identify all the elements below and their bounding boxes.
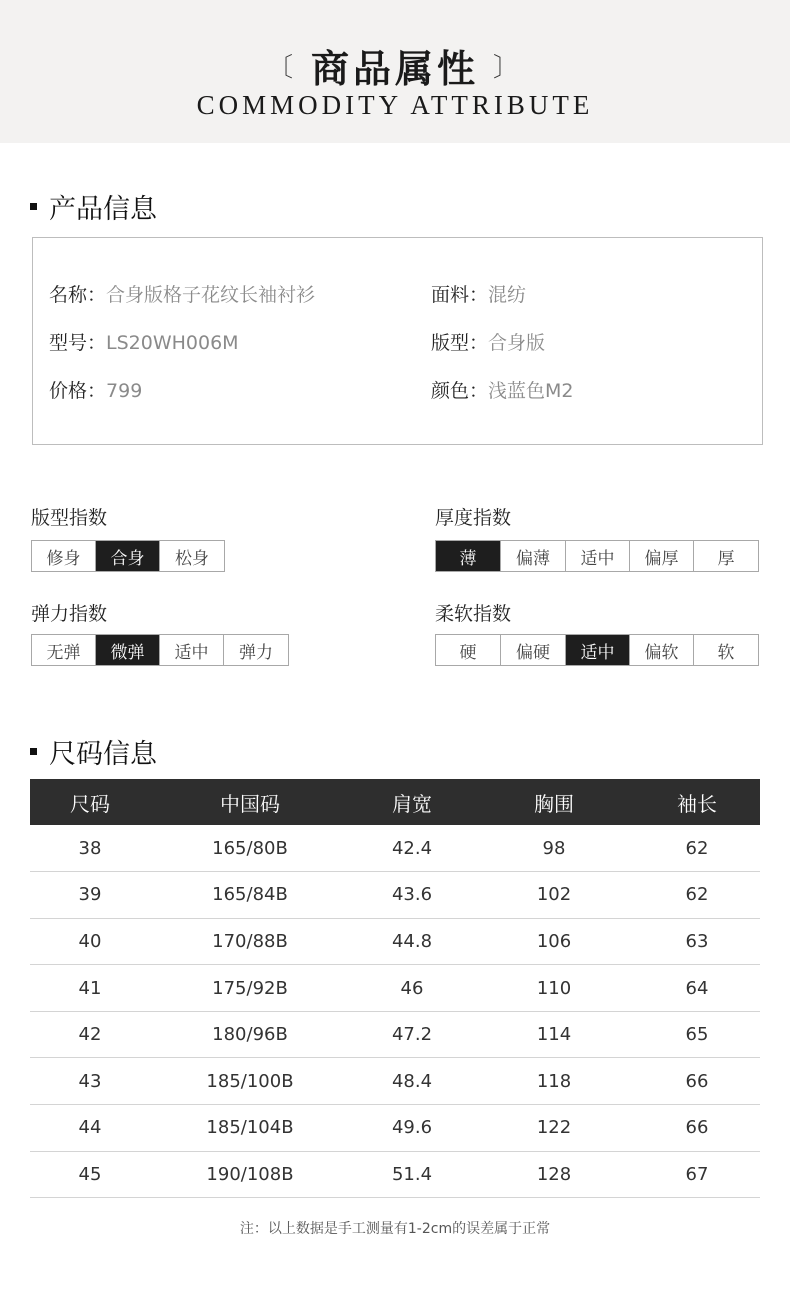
info-key: 价格：	[49, 380, 107, 402]
table-cell: 114	[474, 1011, 634, 1058]
table-cell: 44	[30, 1105, 150, 1152]
table-cell: 46	[350, 965, 474, 1012]
info-key: 名称：	[49, 284, 107, 306]
size-table	[30, 779, 760, 1198]
table-cell: 66	[634, 1058, 760, 1105]
table-cell: 44.8	[350, 918, 474, 965]
info-item-color	[431, 376, 574, 403]
table-cell: 122	[474, 1105, 634, 1152]
table-cell: 106	[474, 918, 634, 965]
index-option[interactable]: 硬	[436, 635, 501, 665]
table-cell: 67	[634, 1151, 760, 1198]
info-value: 合身版格子花纹长袖衬衫	[106, 284, 316, 306]
column-header: 肩宽	[350, 779, 474, 825]
index-option[interactable]: 松身	[160, 541, 224, 571]
table-cell: 66	[634, 1105, 760, 1152]
table-cell: 49.6	[350, 1105, 474, 1152]
table-cell: 51.4	[350, 1151, 474, 1198]
elasticity-index-selector	[31, 634, 289, 666]
table-row	[30, 872, 760, 919]
table-cell: 39	[30, 872, 150, 919]
table-cell: 40	[30, 918, 150, 965]
product-info-box	[32, 237, 763, 445]
table-cell: 190/108B	[150, 1151, 350, 1198]
product-section-title	[30, 187, 157, 226]
header-title-row	[0, 38, 790, 93]
index-option[interactable]: 偏软	[630, 635, 694, 665]
right-bracket: 〕	[493, 53, 524, 83]
info-item-price	[49, 376, 142, 403]
size-section-title	[30, 732, 157, 771]
info-key: 颜色：	[431, 380, 489, 402]
table-row	[30, 1011, 760, 1058]
fit-index-label: 版型指数	[31, 507, 108, 529]
column-header: 中国码	[150, 779, 350, 825]
table-row	[30, 1151, 760, 1198]
table-cell: 42	[30, 1011, 150, 1058]
table-cell: 64	[634, 965, 760, 1012]
table-cell: 45	[30, 1151, 150, 1198]
table-header-row	[30, 779, 760, 825]
info-item-fabric	[431, 280, 526, 307]
index-option[interactable]: 适中	[566, 541, 630, 571]
table-cell: 62	[634, 872, 760, 919]
table-cell: 98	[474, 825, 634, 872]
table-cell: 41	[30, 965, 150, 1012]
index-option[interactable]: 修身	[32, 541, 96, 571]
table-cell: 118	[474, 1058, 634, 1105]
table-row	[30, 1058, 760, 1105]
table-row	[30, 965, 760, 1012]
size-table-body	[30, 825, 760, 1198]
table-cell: 43	[30, 1058, 150, 1105]
column-header: 胸围	[474, 779, 634, 825]
index-option[interactable]: 弹力	[224, 635, 288, 665]
info-key: 面料：	[431, 284, 489, 306]
table-cell: 102	[474, 872, 634, 919]
measurement-note: 注：以上数据是手工测量有1-2cm的误差属于正常	[239, 1221, 551, 1237]
softness-index-selector	[435, 634, 759, 666]
info-value: 合身版	[488, 332, 546, 354]
column-header: 袖长	[634, 779, 760, 825]
table-cell: 43.6	[350, 872, 474, 919]
column-header: 尺码	[30, 779, 150, 825]
table-cell: 48.4	[350, 1058, 474, 1105]
table-cell: 110	[474, 965, 634, 1012]
left-bracket: 〔	[266, 53, 297, 83]
table-cell: 47.2	[350, 1011, 474, 1058]
info-value: 混纺	[488, 284, 527, 306]
index-option[interactable]: 薄	[436, 541, 501, 571]
info-value: LS20WH006M	[106, 332, 239, 354]
table-cell: 128	[474, 1151, 634, 1198]
fit-index-selector	[31, 540, 225, 572]
table-row	[30, 918, 760, 965]
index-option[interactable]: 偏厚	[630, 541, 694, 571]
table-cell: 180/96B	[150, 1011, 350, 1058]
index-option[interactable]: 偏薄	[501, 541, 566, 571]
info-item-name	[49, 280, 315, 307]
table-cell: 62	[634, 825, 760, 872]
table-cell: 170/88B	[150, 918, 350, 965]
product-section-label: 产品信息	[49, 194, 157, 225]
table-cell: 42.4	[350, 825, 474, 872]
index-option[interactable]: 合身	[96, 541, 160, 571]
info-key: 版型：	[431, 332, 489, 354]
index-option[interactable]: 微弹	[96, 635, 160, 665]
index-option[interactable]: 偏硬	[501, 635, 566, 665]
index-option[interactable]: 适中	[160, 635, 224, 665]
softness-index-label: 柔软指数	[435, 603, 512, 625]
header-subtitle: COMMODITY ATTRIBUTE	[196, 90, 594, 120]
index-option[interactable]: 软	[694, 635, 758, 665]
header-title: 商品属性	[310, 47, 479, 91]
table-cell: 38	[30, 825, 150, 872]
info-item-fit	[431, 328, 545, 355]
table-cell: 185/100B	[150, 1058, 350, 1105]
table-cell: 165/84B	[150, 872, 350, 919]
index-option[interactable]: 适中	[566, 635, 630, 665]
table-row	[30, 1105, 760, 1152]
table-cell: 175/92B	[150, 965, 350, 1012]
thickness-index-label: 厚度指数	[435, 507, 512, 529]
table-row	[30, 825, 760, 872]
size-section-label: 尺码信息	[49, 739, 157, 770]
page-header	[0, 0, 790, 143]
table-cell: 65	[634, 1011, 760, 1058]
table-cell: 165/80B	[150, 825, 350, 872]
index-option[interactable]: 无弹	[32, 635, 96, 665]
info-value: 浅蓝色M2	[488, 380, 574, 402]
table-cell: 185/104B	[150, 1105, 350, 1152]
info-key: 型号：	[49, 332, 107, 354]
bullet-square-icon	[30, 203, 37, 210]
thickness-index-selector	[435, 540, 759, 572]
info-item-model	[49, 328, 239, 355]
elasticity-index-label: 弹力指数	[31, 603, 108, 625]
bullet-square-icon	[30, 748, 37, 755]
index-option[interactable]: 厚	[694, 541, 758, 571]
table-cell: 63	[634, 918, 760, 965]
info-value: 799	[106, 380, 143, 402]
